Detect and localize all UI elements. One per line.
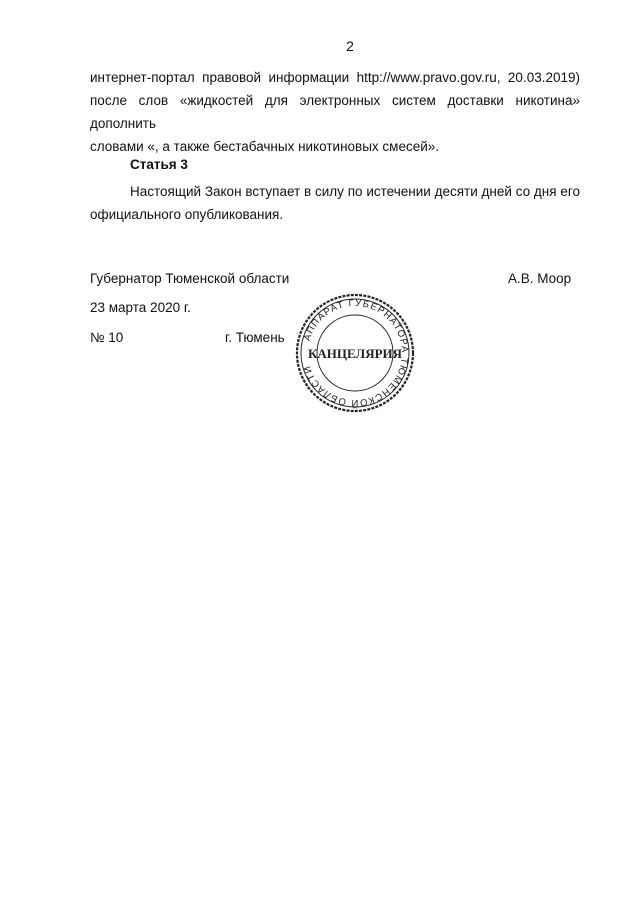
signer-title: Губернатор Тюменской области xyxy=(90,271,290,286)
paragraph-amendment xyxy=(90,66,580,158)
paragraph-line-2: после слов «жидкостей для электронных систем доставки никотина» дополнить xyxy=(90,93,580,131)
signer-name: А.В. Моор xyxy=(508,271,572,286)
law-number: № 10 xyxy=(90,330,124,345)
seal-ring-text: АППАРАТ ГУБЕРНАТОРА ТЮМЕНСКОЙ ОБЛАСТИ xyxy=(301,297,411,409)
paragraph-line-3: словами «, а также бестабачных никотиновых смесей». xyxy=(90,139,440,154)
paragraph-line-1: интернет-портал правовой информации http://www.pravo.gov.ru, 20.03.2019) xyxy=(90,70,580,85)
seal-stamp-icon xyxy=(290,293,420,413)
seal-center-text: КАНЦЕЛЯРИЯ xyxy=(307,346,403,361)
article-title: Статья 3 xyxy=(130,157,188,172)
signing-date: 23 марта 2020 г. xyxy=(90,300,191,315)
signing-city: г. Тюмень xyxy=(225,330,285,345)
office-seal xyxy=(290,293,420,413)
page-number: 2 xyxy=(346,38,354,54)
article-text: Настоящий Закон вступает в силу по истечении десяти дней со дня его официального опубликования. xyxy=(90,184,580,222)
article-body xyxy=(90,180,580,226)
